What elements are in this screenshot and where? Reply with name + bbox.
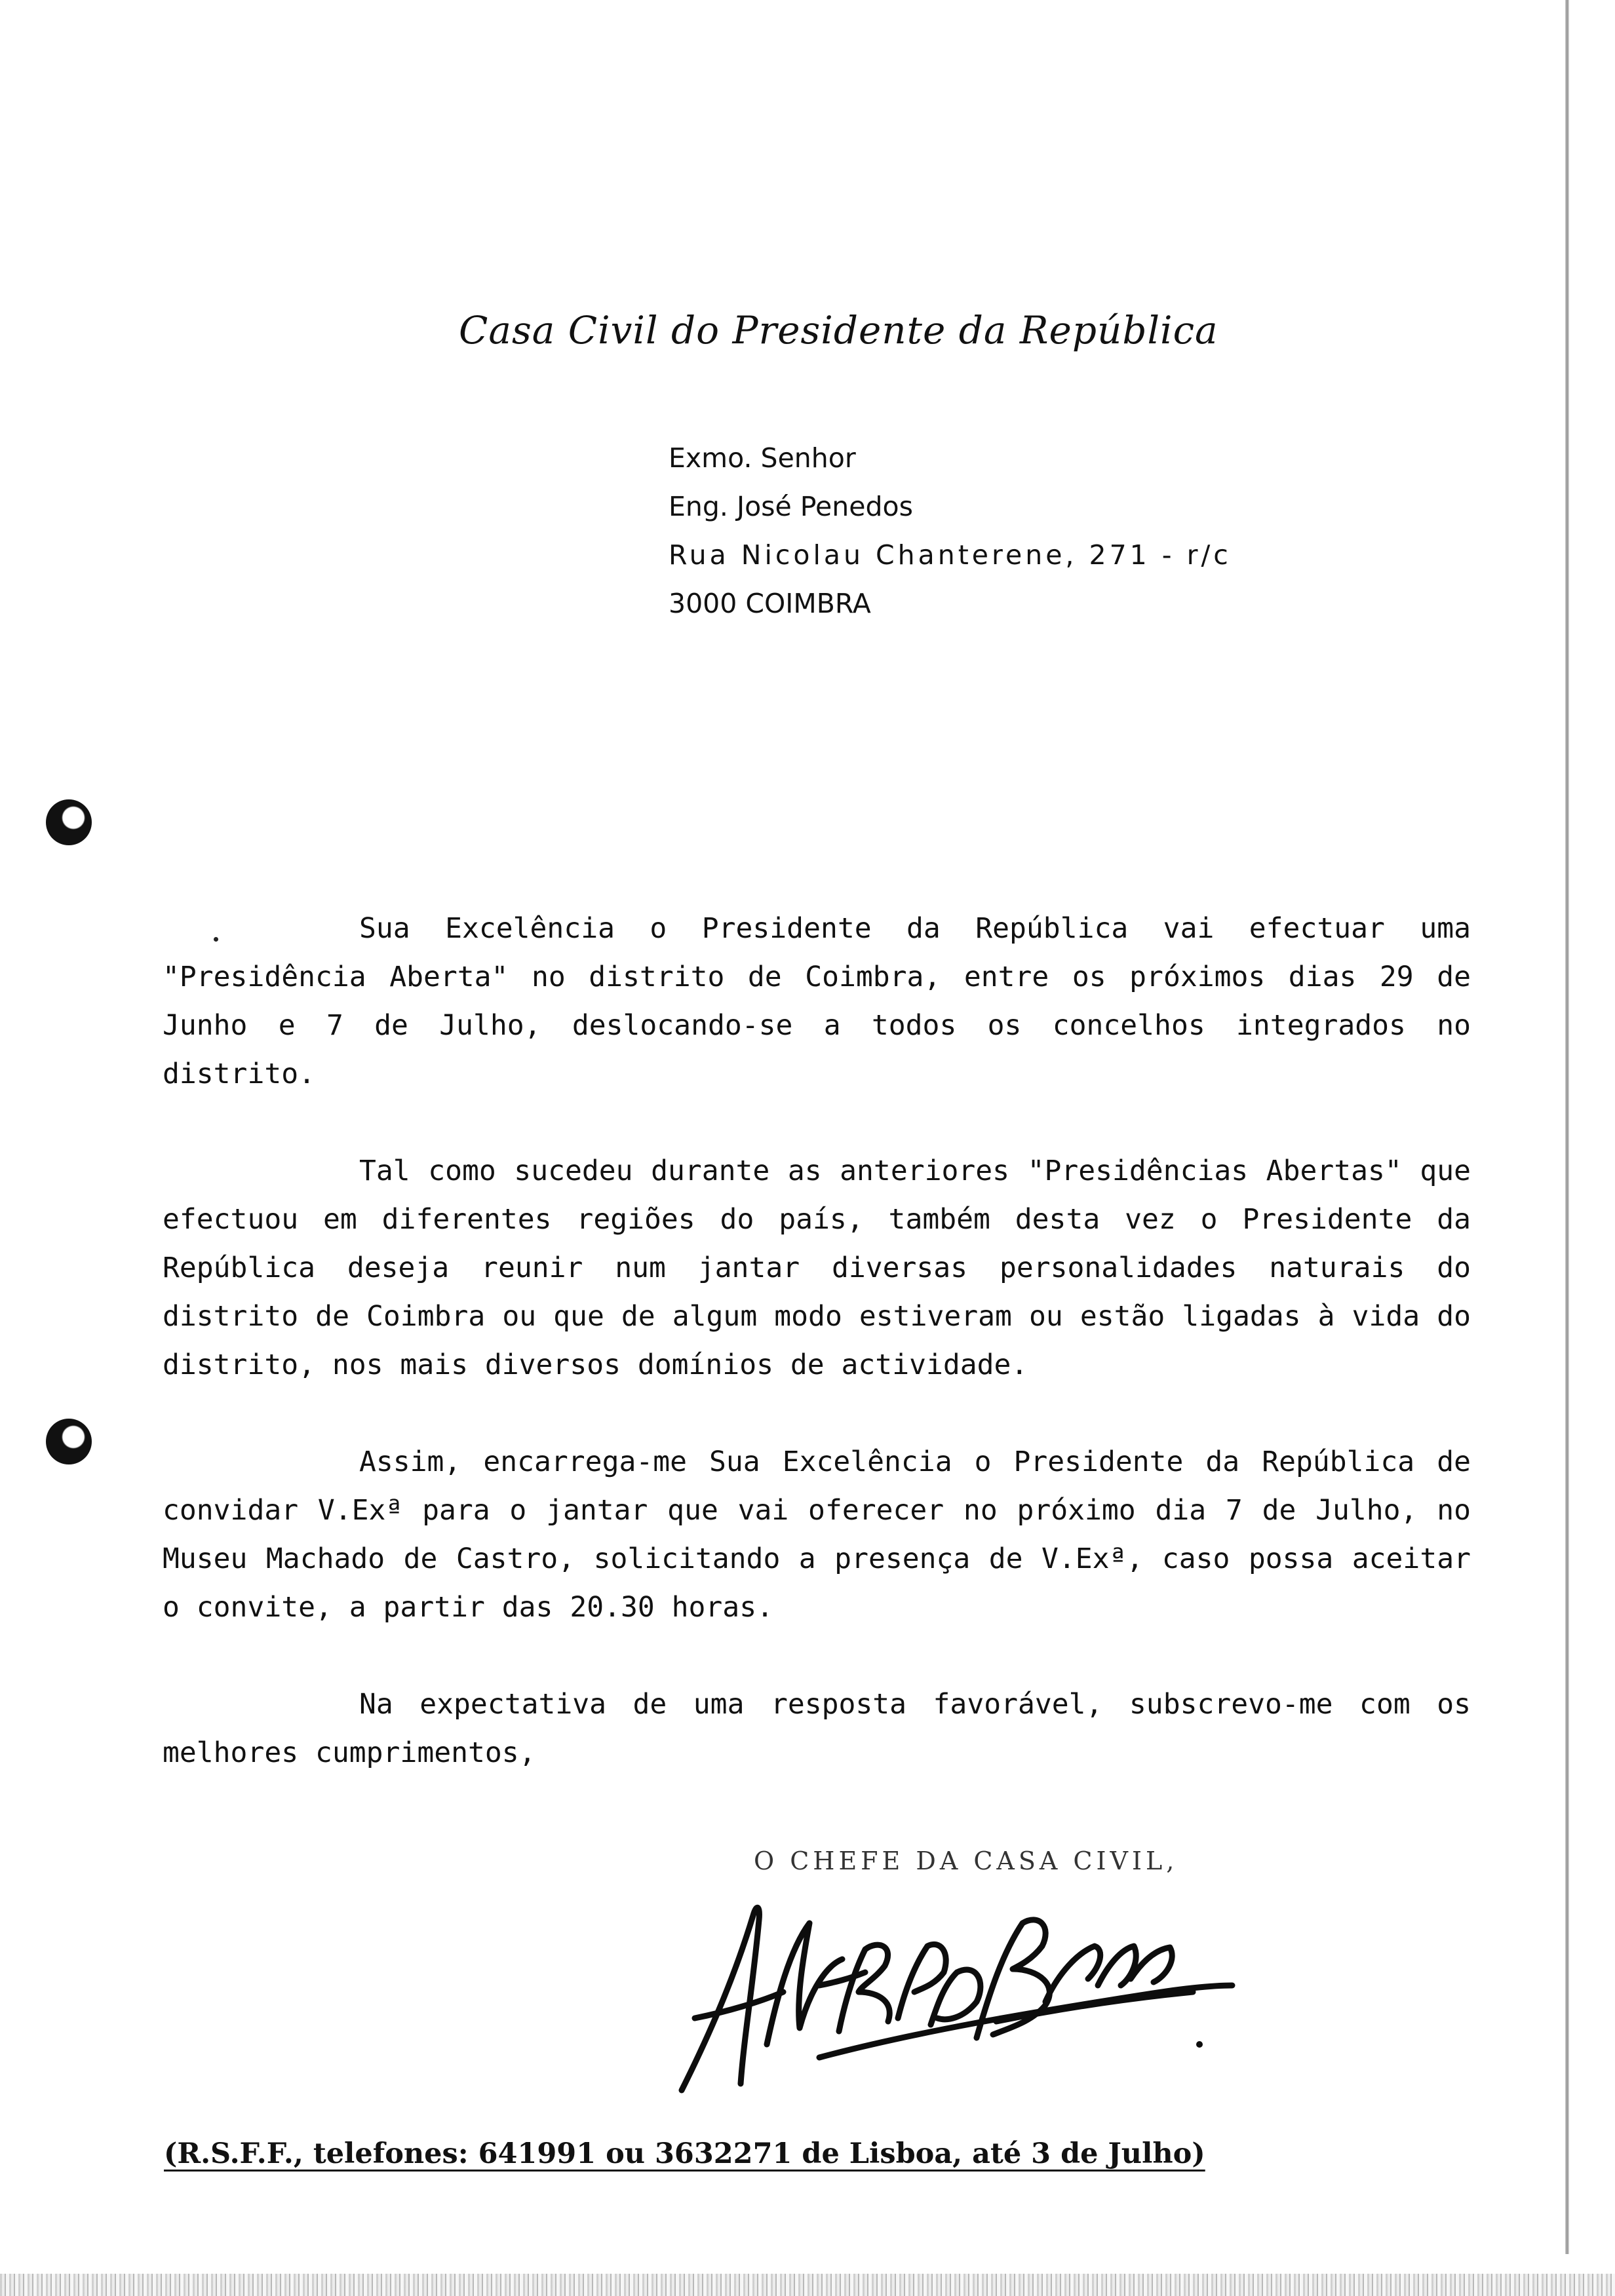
footer-note: (R.S.F.F., telefones: 641991 ou 3632271 de Lisboa, até 3 de Julho)	[164, 2137, 1205, 2170]
recipient-name: Eng. José Penedos	[669, 491, 913, 522]
signature-caption: O CHEFE DA CASA CIVIL,	[754, 1846, 1178, 1875]
punch-hole-top	[46, 799, 92, 845]
recipient-city: 3000 COIMBRA	[669, 588, 871, 619]
paragraph-2: Tal como sucedeu durante as anteriores "Presidências Abertas" que efectuou em diferentes regiões do país, também desta vez o Presidente da República deseja reunir num jantar diversas personalidades naturais do distrito de Coimbra ou que de algum modo estiveram ou estão ligadas à vida do distrito, nos mais diversos domínios de actividade.	[163, 1155, 1471, 1381]
scan-noise-strip	[0, 2274, 1615, 2296]
recipient-street: Rua Nicolau Chanterene, 271 - r/c	[669, 539, 1232, 571]
paragraph-1: Sua Excelência o Presidente da República vai efectuar uma "Presidência Aberta" no distrito de Coimbra, entre os próximos dias 29 de Junho e 7 de Julho, deslocando-se a todos os concelhos integrados no distrito.	[163, 912, 1471, 1090]
paragraph-4: Na expectativa de uma resposta favorável, subscrevo-me com os melhores cumprimentos,	[163, 1688, 1471, 1769]
punch-hole-bottom	[46, 1419, 92, 1464]
recipient-address	[669, 434, 1232, 628]
recipient-salutation: Exmo. Senhor	[669, 442, 856, 474]
letter-body	[163, 904, 1471, 1826]
page-edge-shadow	[1565, 0, 1569, 2254]
paragraph-3: Assim, encarrega-me Sua Excelência o Presidente da República de convidar V.Exª para o jantar que vai oferecer no próximo dia 7 de Julho, no Museu Machado de Castro, solicitando a presença de V.Exª, caso possa aceitar o convite, a partir das 20.30 horas.	[163, 1445, 1471, 1624]
letterhead: Casa Civil do Presidente da República	[459, 308, 1218, 353]
handwritten-signature	[669, 1887, 1245, 2103]
